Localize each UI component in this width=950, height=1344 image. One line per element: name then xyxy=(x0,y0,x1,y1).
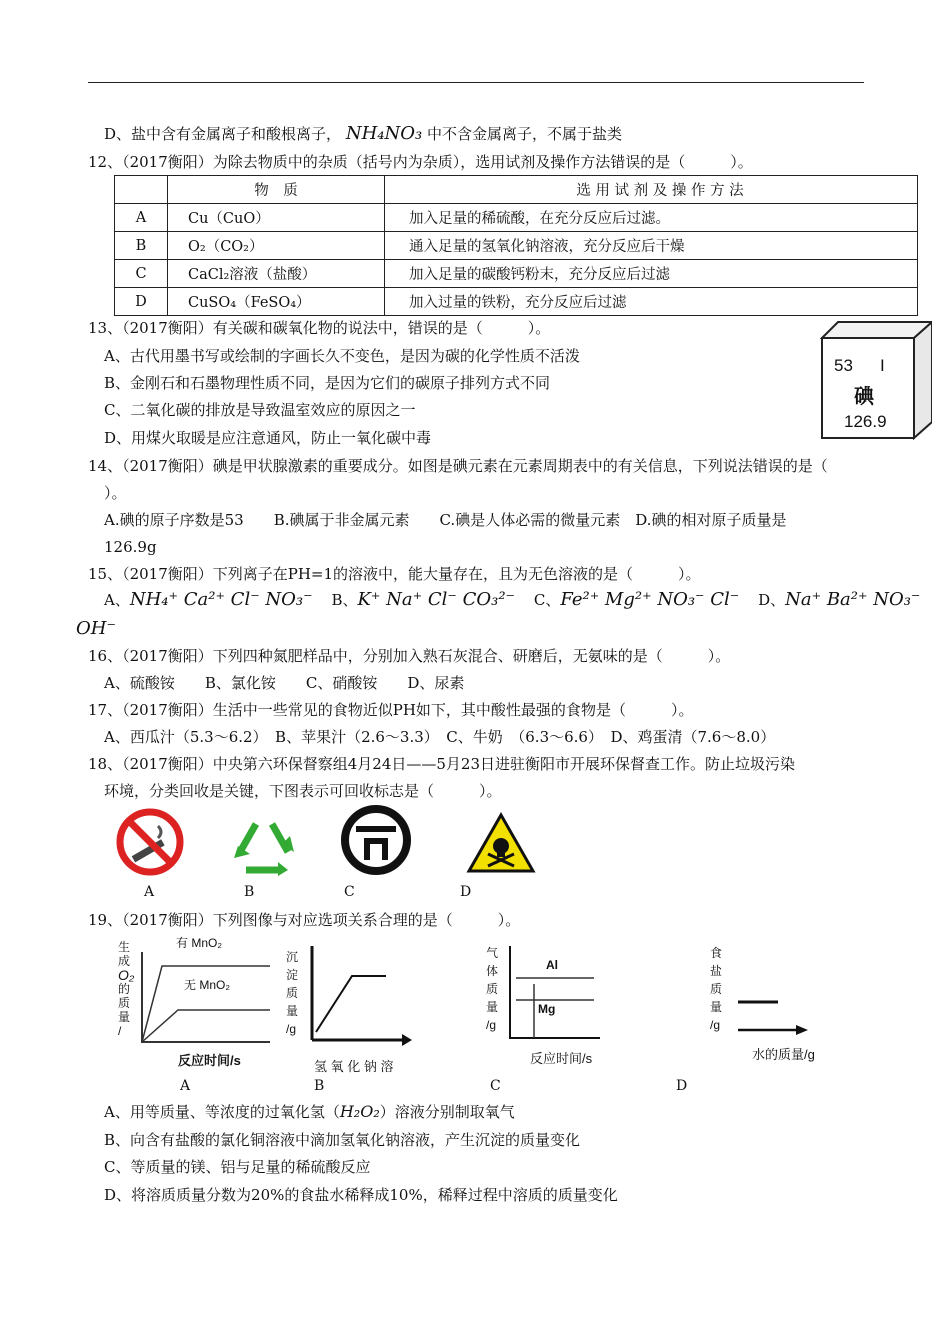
graph-a-plot xyxy=(134,950,274,1050)
q19-option-d: D、将溶质质量分数为20%的食盐水稀释成10%，稀释过程中溶质的质量变化 xyxy=(104,1186,618,1204)
element-symbol: I xyxy=(880,356,885,375)
table-row xyxy=(115,260,918,288)
ylabel-char: /g xyxy=(286,1022,297,1036)
q17-stem: 17、（2017衡阳）生活中一些常见的食物近似PH如下，其中酸性最强的食物是（ ）。 xyxy=(88,701,694,719)
no-smoking-sign xyxy=(116,808,184,880)
ylabel-char: 成 xyxy=(118,954,131,968)
element-number: 53 xyxy=(834,356,853,375)
ylabel-char: 沉 xyxy=(286,950,299,964)
row-label: A xyxy=(115,204,168,232)
graph-b-xlabel: 氢 氧 化 钠 溶 xyxy=(314,1059,394,1074)
water-saving-icon xyxy=(340,804,412,876)
q18-stem-1: 18、（2017衡阳）中央第六环保督察组4月24日——5月23日进驻衡阳市开展环保督查工作。防止垃圾污染 xyxy=(88,755,796,773)
ylabel-char: 质 xyxy=(486,982,499,996)
q12-stem: 12、（2017衡阳）为除去物质中的杂质（括号内为杂质），选用试剂及操作方法错误的是（ ）。 xyxy=(88,153,753,171)
q16-options: A、硫酸铵 B、氯化铵 C、硝酸铵 D、尿素 xyxy=(104,674,465,692)
q15-options xyxy=(104,590,920,610)
q18-stem-2: 环境，分类回收是关键，下图表示可回收标志是（ ）。 xyxy=(104,782,502,800)
ylabel-char: 量 xyxy=(710,1000,723,1014)
table-row xyxy=(115,232,918,260)
graph-a-curve1: 有 MnO₂ xyxy=(176,936,222,950)
graph-a-ylabel xyxy=(118,940,134,1038)
ylabel-char: 淀 xyxy=(286,968,299,982)
recycle-icon xyxy=(228,818,300,876)
top-rule xyxy=(88,82,864,83)
table-header-row xyxy=(115,176,918,204)
q15-a-label: A、 xyxy=(104,591,130,609)
ylabel-char: 量 xyxy=(118,1010,131,1024)
q17-options: A、西瓜汁（5.3～6.2） B、苹果汁（2.6～3.3） C、牛奶 （6.3～6.6） D、鸡蛋清（7.6～8.0） xyxy=(104,728,776,746)
q19-option-c: C、等质量的镁、铝与足量的稀硫酸反应 xyxy=(104,1158,371,1176)
ylabel-char: /g xyxy=(710,1018,721,1032)
row-label: D xyxy=(115,288,168,316)
q19-option-a-text1: A、用等质量、等浓度的过氧化氢（ xyxy=(104,1103,340,1121)
q13-stem: 13、（2017衡阳）有关碳和碳氧化物的说法中，错误的是（ ）。 xyxy=(88,319,551,337)
ylabel-char: 体 xyxy=(486,964,499,978)
graph-label-b: B xyxy=(314,1078,325,1094)
q19-option-a-text2: ）溶液分别制取氧气 xyxy=(379,1103,515,1121)
q15-a-ions: NH₄⁺ Ca²⁺ Cl⁻ NO₃⁻ xyxy=(129,589,313,610)
q11-option-d xyxy=(104,124,622,144)
row-substance: CaCl₂溶液（盐酸） xyxy=(168,260,385,288)
q15-b-ions: K⁺ Na⁺ Cl⁻ CO₃²⁻ xyxy=(357,589,516,610)
q11-formula: NH₄NO₃ xyxy=(345,123,423,144)
ylabel-char: 食 xyxy=(710,946,723,960)
row-label: C xyxy=(115,260,168,288)
graph-b-ylabel xyxy=(286,948,302,1038)
table-header-method: 选 用 试 剂 及 操 作 方 法 xyxy=(385,176,918,204)
ylabel-char: 质 xyxy=(710,982,723,996)
graph-a-xlabel: 反应时间/s xyxy=(178,1053,241,1068)
row-substance: O₂（CO₂） xyxy=(168,232,385,260)
graph-b-plot xyxy=(306,944,412,1046)
graph-d-plot xyxy=(732,940,810,1040)
row-substance: CuSO₄（FeSO₄） xyxy=(168,288,385,316)
recycle-sign xyxy=(228,818,300,880)
q19-h2o2-formula: H₂O₂ xyxy=(339,1102,380,1121)
graph-c-curve2: Mg xyxy=(538,1002,556,1016)
graph-c-curve1: Al xyxy=(546,958,558,972)
q13-option-b: B、金刚石和石墨物理性质不同，是因为它们的碳原子排列方式不同 xyxy=(104,374,551,392)
q11-text-b: 中不含金属离子，不属于盐类 xyxy=(426,125,622,143)
row-method: 加入过量的铁粉，充分反应后过滤 xyxy=(385,288,918,316)
ylabel-char: O₂ xyxy=(118,967,135,983)
q15-stem: 15、（2017衡阳）下列离子在PH=1的溶液中，能大量存在，且为无色溶液的是（ ）。 xyxy=(88,565,701,583)
toxic-warning-sign xyxy=(466,812,536,878)
water-saving-sign xyxy=(340,804,412,880)
graph-d-xlabel: 水的质量/g xyxy=(752,1047,815,1062)
ylabel-char: / xyxy=(118,1024,122,1038)
sign-label-a: A xyxy=(144,884,155,900)
element-mass: 126.9 xyxy=(844,412,887,431)
table-header-blank xyxy=(115,176,168,204)
q14-options: A.碘的原子序数是53 B.碘属于非金属元素 C.碘是人体必需的微量元素 D.碘的相对原子质量是 xyxy=(104,511,787,529)
q15-c-label: C、 xyxy=(533,591,561,609)
q14-stem-2: ）。 xyxy=(104,484,127,502)
q19-stem: 19、（2017衡阳）下列图像与对应选项关系合理的是（ ）。 xyxy=(88,911,521,929)
ylabel-char: 气 xyxy=(486,946,499,960)
q15-c-ions: Fe²⁺ Mg²⁺ NO₃⁻ Cl⁻ xyxy=(560,589,740,610)
ylabel-char: /g xyxy=(486,1018,497,1032)
q19-option-a xyxy=(104,1102,515,1122)
ylabel-char: 量 xyxy=(486,1000,499,1014)
q15-d-ions: Na⁺ Ba²⁺ NO₃⁻ xyxy=(785,589,921,610)
ylabel-char: 盐 xyxy=(710,964,723,978)
graph-a-curve2: 无 MnO₂ xyxy=(184,978,230,992)
table-header-substance: 物 质 xyxy=(168,176,385,204)
ylabel-char: 的 xyxy=(118,982,131,996)
graph-c-ylabel xyxy=(486,944,502,1034)
no-smoking-icon xyxy=(116,808,184,876)
graph-label-d: D xyxy=(676,1078,688,1094)
row-method: 加入足量的稀硫酸，在充分反应后过滤。 xyxy=(385,204,918,232)
ylabel-char: 量 xyxy=(286,1004,299,1018)
q16-stem: 16、（2017衡阳）下列四种氮肥样品中，分别加入熟石灰混合、研磨后，无氨味的是（ ）。 xyxy=(88,647,731,665)
q14-options-cont: 126.9g xyxy=(104,538,157,556)
graph-label-c: C xyxy=(490,1078,501,1094)
row-substance: Cu（CuO） xyxy=(168,204,385,232)
table-row xyxy=(115,204,918,232)
q12-table xyxy=(114,175,918,316)
q15-d-ions-cont: OH⁻ xyxy=(76,618,116,639)
sign-label-c: C xyxy=(344,884,355,900)
element-name: 碘 xyxy=(854,384,874,408)
skull-warning-icon xyxy=(466,812,536,874)
q19-option-b: B、向含有盐酸的氯化铜溶液中滴加氢氧化钠溶液，产生沉淀的质量变化 xyxy=(104,1131,581,1149)
graph-c-xlabel: 反应时间/s xyxy=(530,1051,593,1066)
q11-text-a: D、盐中含有金属离子和酸根离子， xyxy=(104,125,342,143)
row-method: 加入足量的碳酸钙粉末，充分反应后过滤 xyxy=(385,260,918,288)
sign-label-b: B xyxy=(244,884,255,900)
row-label: B xyxy=(115,232,168,260)
sign-label-d: D xyxy=(460,884,472,900)
ylabel-char: 质 xyxy=(286,986,299,1000)
q13-option-c: C、二氧化碳的排放是导致温室效应的原因之一 xyxy=(104,401,416,419)
table-row xyxy=(115,288,918,316)
ylabel-char: 质 xyxy=(118,996,131,1010)
graph-d-ylabel xyxy=(710,944,726,1034)
q14-stem-1: 14、（2017衡阳）碘是甲状腺激素的重要成分。如图是碘元素在元素周期表中的有关信息，下列说法错误的是（ xyxy=(88,457,828,475)
graph-label-a: A xyxy=(180,1078,191,1094)
ylabel-char: 生 xyxy=(118,940,131,954)
q13-option-a: A、古代用墨书写或绘制的字画长久不变色，是因为碳的化学性质不活泼 xyxy=(104,347,580,365)
iodine-element-card xyxy=(820,320,932,440)
row-method: 通入足量的氢氧化钠溶液，充分反应后干燥 xyxy=(385,232,918,260)
q15-b-label: B、 xyxy=(331,591,358,609)
q13-option-d: D、用煤火取暖是应注意通风，防止一氧化碳中毒 xyxy=(104,429,432,447)
q15-d-label: D、 xyxy=(758,591,786,609)
